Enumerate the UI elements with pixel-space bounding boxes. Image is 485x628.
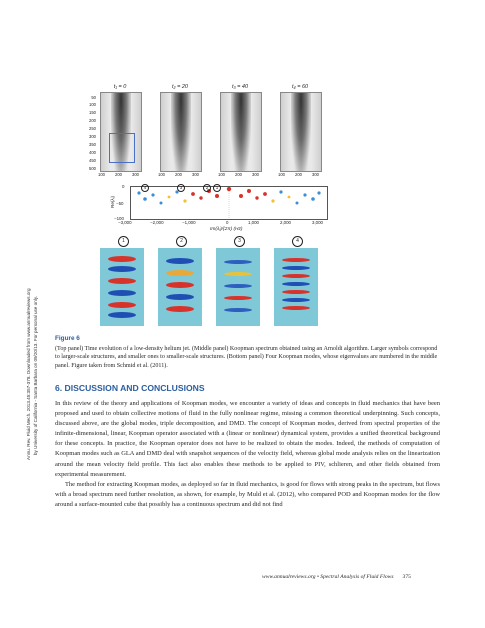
snapshot-image bbox=[100, 92, 142, 172]
spectrum-x-tick: −3,000 bbox=[118, 220, 132, 225]
x-tick: 200 bbox=[115, 172, 122, 177]
snapshot-title: t₃ = 40 bbox=[231, 84, 249, 90]
x-tick: 100 bbox=[98, 172, 105, 177]
y-tick: 450 bbox=[89, 158, 96, 163]
koopman-mode-image bbox=[100, 248, 144, 326]
eigenvalue-marker bbox=[255, 196, 258, 199]
eigenvalue-marker bbox=[137, 191, 140, 194]
eigenvalue-marker bbox=[168, 196, 171, 199]
spectrum-svg bbox=[131, 187, 327, 219]
page-number: 375 bbox=[402, 574, 411, 580]
koopman-mode-image bbox=[158, 248, 202, 326]
eigenvalue-marker bbox=[279, 190, 282, 193]
eigenvalue-marker bbox=[317, 191, 320, 194]
spectrum-x-tick: 0 bbox=[226, 220, 229, 225]
spectrum-x-tick: 1,000 bbox=[248, 220, 259, 225]
koopman-spectrum-plot bbox=[130, 186, 328, 220]
figure-6 bbox=[90, 84, 340, 332]
snapshot-image bbox=[220, 92, 262, 172]
x-tick: 300 bbox=[312, 172, 319, 177]
eigenvalue-marker bbox=[303, 193, 306, 196]
y-tick: 150 bbox=[89, 110, 96, 115]
x-tick: 100 bbox=[158, 172, 165, 177]
sidebar-line-1: Annu. Rev. Fluid Mech. 2013.45:357-378. Downloaded from www.annualreviews.org bbox=[26, 288, 31, 460]
sidebar-line-2: by University of California - Santa Barbara on 09/20/13. For personal use only. bbox=[33, 296, 38, 455]
copyright-sidebar bbox=[0, 170, 46, 460]
eigenvalue-marker bbox=[296, 202, 299, 205]
x-tick: 200 bbox=[175, 172, 182, 177]
mode-number: 2 bbox=[176, 236, 187, 247]
section-heading: 6. DISCUSSION AND CONCLUSIONS bbox=[55, 383, 205, 393]
y-tick: 200 bbox=[89, 118, 96, 123]
snapshot-image bbox=[160, 92, 202, 172]
x-tick: 200 bbox=[235, 172, 242, 177]
spectrum-x-tick: −1,000 bbox=[182, 220, 196, 225]
eigenvalue-marker bbox=[263, 192, 267, 196]
body-text bbox=[55, 399, 440, 510]
y-tick: 250 bbox=[89, 126, 96, 131]
eigenvalue-marker bbox=[227, 187, 231, 191]
y-tick: 500 bbox=[89, 166, 96, 171]
spectrum-x-tick: −2,000 bbox=[150, 220, 164, 225]
spectrum-mode-number: 2 bbox=[203, 184, 211, 192]
x-tick: 300 bbox=[132, 172, 139, 177]
snapshot-title: t₄ = 60 bbox=[291, 84, 309, 90]
eigenvalue-marker bbox=[288, 196, 291, 199]
koopman-mode-image bbox=[274, 248, 318, 326]
spectrum-y-tick: −100 bbox=[114, 216, 124, 221]
snapshot-image bbox=[280, 92, 322, 172]
spectrum-y-tick: −50 bbox=[116, 201, 124, 206]
figure-label: Figure 6 bbox=[55, 335, 80, 342]
eigenvalue-marker bbox=[247, 189, 251, 193]
region-box bbox=[109, 133, 135, 163]
x-tick: 200 bbox=[295, 172, 302, 177]
snapshot-title: t₁ = 0 bbox=[113, 84, 127, 90]
snapshot-title: t₂ = 20 bbox=[171, 84, 188, 90]
spectrum-x-tick: 2,000 bbox=[280, 220, 291, 225]
y-tick: 350 bbox=[89, 142, 96, 147]
mode-number: 4 bbox=[292, 236, 303, 247]
eigenvalue-marker bbox=[311, 197, 315, 201]
mode-number: 1 bbox=[118, 236, 129, 247]
y-tick: 300 bbox=[89, 134, 96, 139]
eigenvalue-marker bbox=[271, 199, 274, 202]
snapshot-panel bbox=[90, 84, 340, 176]
eigenvalue-marker bbox=[199, 196, 202, 199]
eigenvalue-marker bbox=[151, 193, 154, 196]
eigenvalue-marker bbox=[160, 202, 163, 205]
x-tick: 100 bbox=[278, 172, 285, 177]
eigenvalue-marker bbox=[239, 194, 243, 198]
figure-caption bbox=[55, 335, 440, 370]
spectrum-y-label: Re(λⱼ) bbox=[110, 195, 115, 208]
spectrum-mode-number: 1 bbox=[213, 184, 221, 192]
spectrum-x-label: Im(λⱼ)/(2π) (Hz) bbox=[210, 227, 243, 232]
y-tick: 50 bbox=[91, 95, 96, 100]
eigenvalue-marker bbox=[191, 192, 195, 196]
x-tick: 300 bbox=[252, 172, 259, 177]
koopman-mode-image bbox=[216, 248, 260, 326]
eigenvalue-marker bbox=[143, 197, 147, 201]
x-tick: 300 bbox=[192, 172, 199, 177]
spectrum-x-tick: 3,000 bbox=[312, 220, 323, 225]
footer-text: www.annualreviews.org • Spectral Analysis of Fluid Flows bbox=[262, 574, 394, 580]
mode-number: 3 bbox=[234, 236, 245, 247]
page-footer bbox=[262, 574, 411, 580]
paragraph: In this review of the theory and applications of Koopman modes, we encounter a variety of ideas and concepts in fluid mechanics that have been proposed and used to obtain collective motions of fluid in the fully nonlinear regime, missing a common theoretical underpinning. Such concepts, discussed above, are the global modes, triple decomposition, and DMD. The concept of Koopman modes, derived from spectral properties of the infinite-dimensional, linear, Koopman operator associated with a (linear or nonlinear) dynamical system, provides a unified theoretical background for these concepts. In practice, the Koopman operator does not have to be realized to obtain the modes. Indeed, the methods of computation of Koopman modes such as GLA and DMD deal with snapshot sequences of the velocity field, whereas global mode analysis relies on the linearization around the mean velocity field profile. This fact also enables these methods to be applied to PIV, schlieren, and other fields obtained from experimental measurement. bbox=[55, 400, 440, 478]
spectrum-mode-number: 3 bbox=[177, 184, 185, 192]
y-tick: 100 bbox=[89, 102, 96, 107]
spectrum-y-tick: 0 bbox=[122, 184, 125, 189]
caption-text: (Top panel) Time evolution of a low-density helium jet. (Middle panel) Koopman spectrum obtained using an Arnoldi algorithm. Larger symbols correspond to larger-scale structures, and smaller ones to smaller-scale structures. (Bottom panel) Four Koopman modes, whose eigenvalues are numbered in the middle panel. Figure taken from Schmid et al. (2011). bbox=[55, 346, 438, 369]
eigenvalue-marker bbox=[215, 194, 219, 198]
spectrum-mode-number: 4 bbox=[141, 184, 149, 192]
paragraph: The method for extracting Koopman modes, as deployed so far in fluid mechanics, is good for flows with strong peaks in the spectrum, but flows with a broad spectrum need further resolution, as shown, for example, by Muld et al. (2012), who compared POD and Koopman modes for the flow around a surface-mounted cube that possibly has a continuous spectrum and did not find bbox=[55, 480, 440, 508]
eigenvalue-marker bbox=[183, 199, 186, 202]
x-tick: 100 bbox=[218, 172, 225, 177]
y-tick: 400 bbox=[89, 150, 96, 155]
